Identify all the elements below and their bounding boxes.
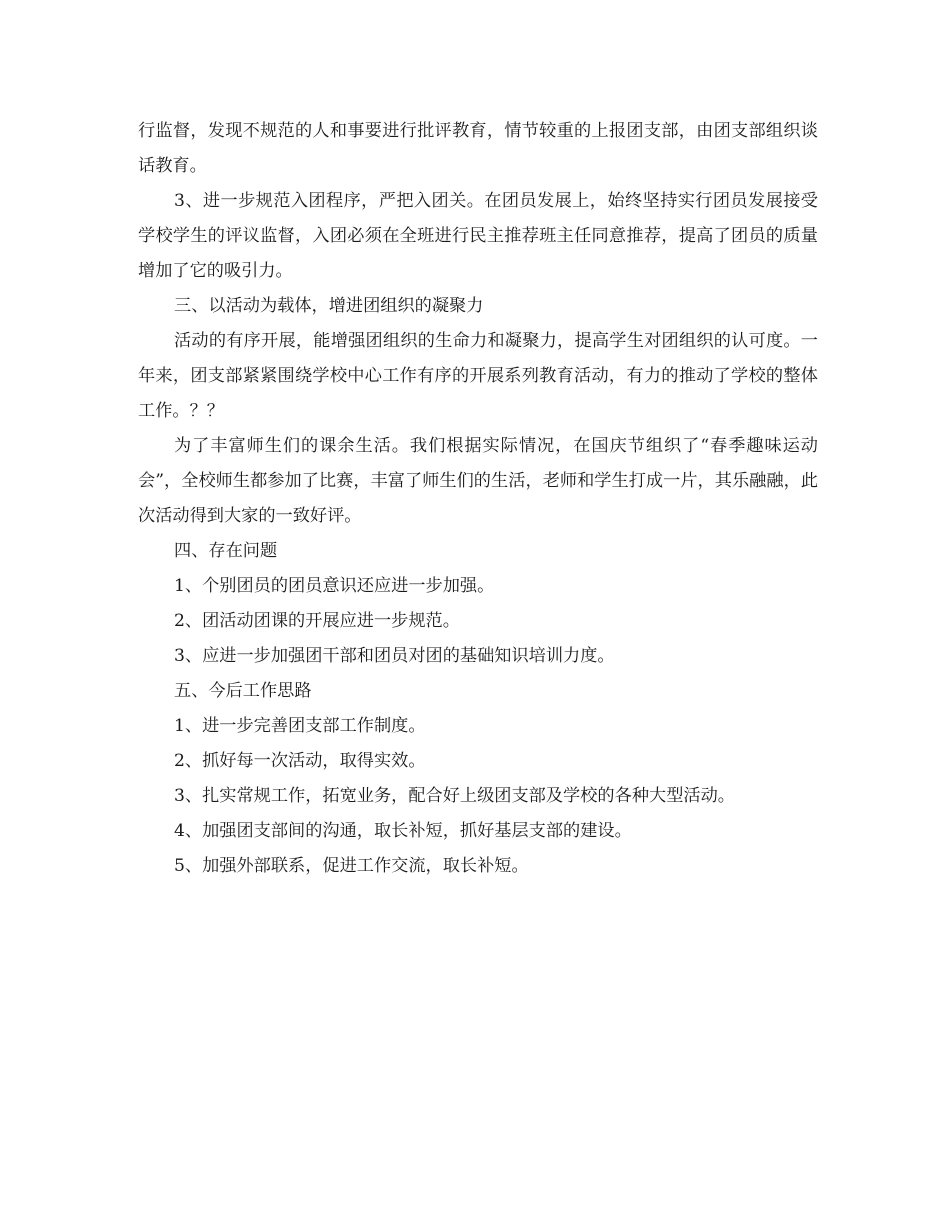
paragraph-activities: 活动的有序开展，能增强团组织的生命力和凝聚力，提高学生对团组织的认可度。一年来，团支部紧紧围绕学校中心工作有序的开展系列教育活动，有力的推动了学校的整体工作。？？ (138, 331, 818, 421)
section-heading-4: 四、存在问题 (174, 541, 278, 561)
plan-item-3: 3、扎实常规工作，拓宽业务，配合好上级团支部及学校的各种大型活动。 (174, 786, 735, 806)
section-heading-3: 三、以活动为载体，增进团组织的凝聚力 (174, 296, 484, 316)
problem-item-2: 2、团活动团课的开展应进一步规范。 (174, 611, 460, 631)
section-heading-5: 五、今后工作思路 (174, 681, 312, 701)
plan-item-4: 4、加强团支部间的沟通，取长补短，抓好基层支部的建设。 (174, 821, 632, 841)
paragraph-sports-meet: 为了丰富师生们的课余生活。我们根据实际情况，在国庆节组织了“春季趣味运动会”，全校师生都参加了比赛，丰富了师生们的生活，老师和学生打成一片，其乐融融，此次活动得到大家的一致好评。 (138, 436, 818, 526)
problem-item-3: 3、应进一步加强团干部和团员对团的基础知识培训力度。 (174, 646, 615, 666)
plan-item-1: 1、进一步完善团支部工作制度。 (174, 716, 426, 736)
document-body (138, 114, 818, 884)
paragraph-continued: 行监督，发现不规范的人和事要进行批评教育，情节较重的上报团支部，由团支部组织谈话教育。 (138, 121, 818, 176)
plan-item-2: 2、抓好每一次活动，取得实效。 (174, 751, 426, 771)
problem-item-1: 1、个别团员的团员意识还应进一步加强。 (174, 576, 495, 596)
plan-item-5: 5、加强外部联系，促进工作交流，取长补短。 (174, 856, 529, 876)
paragraph-item-3-admission: 3、进一步规范入团程序，严把入团关。在团员发展上，始终坚持实行团员发展接受学校学生的评议监督，入团必须在全班进行民主推荐班主任同意推荐，提高了团员的质量增加了它的吸引力。 (138, 191, 818, 281)
